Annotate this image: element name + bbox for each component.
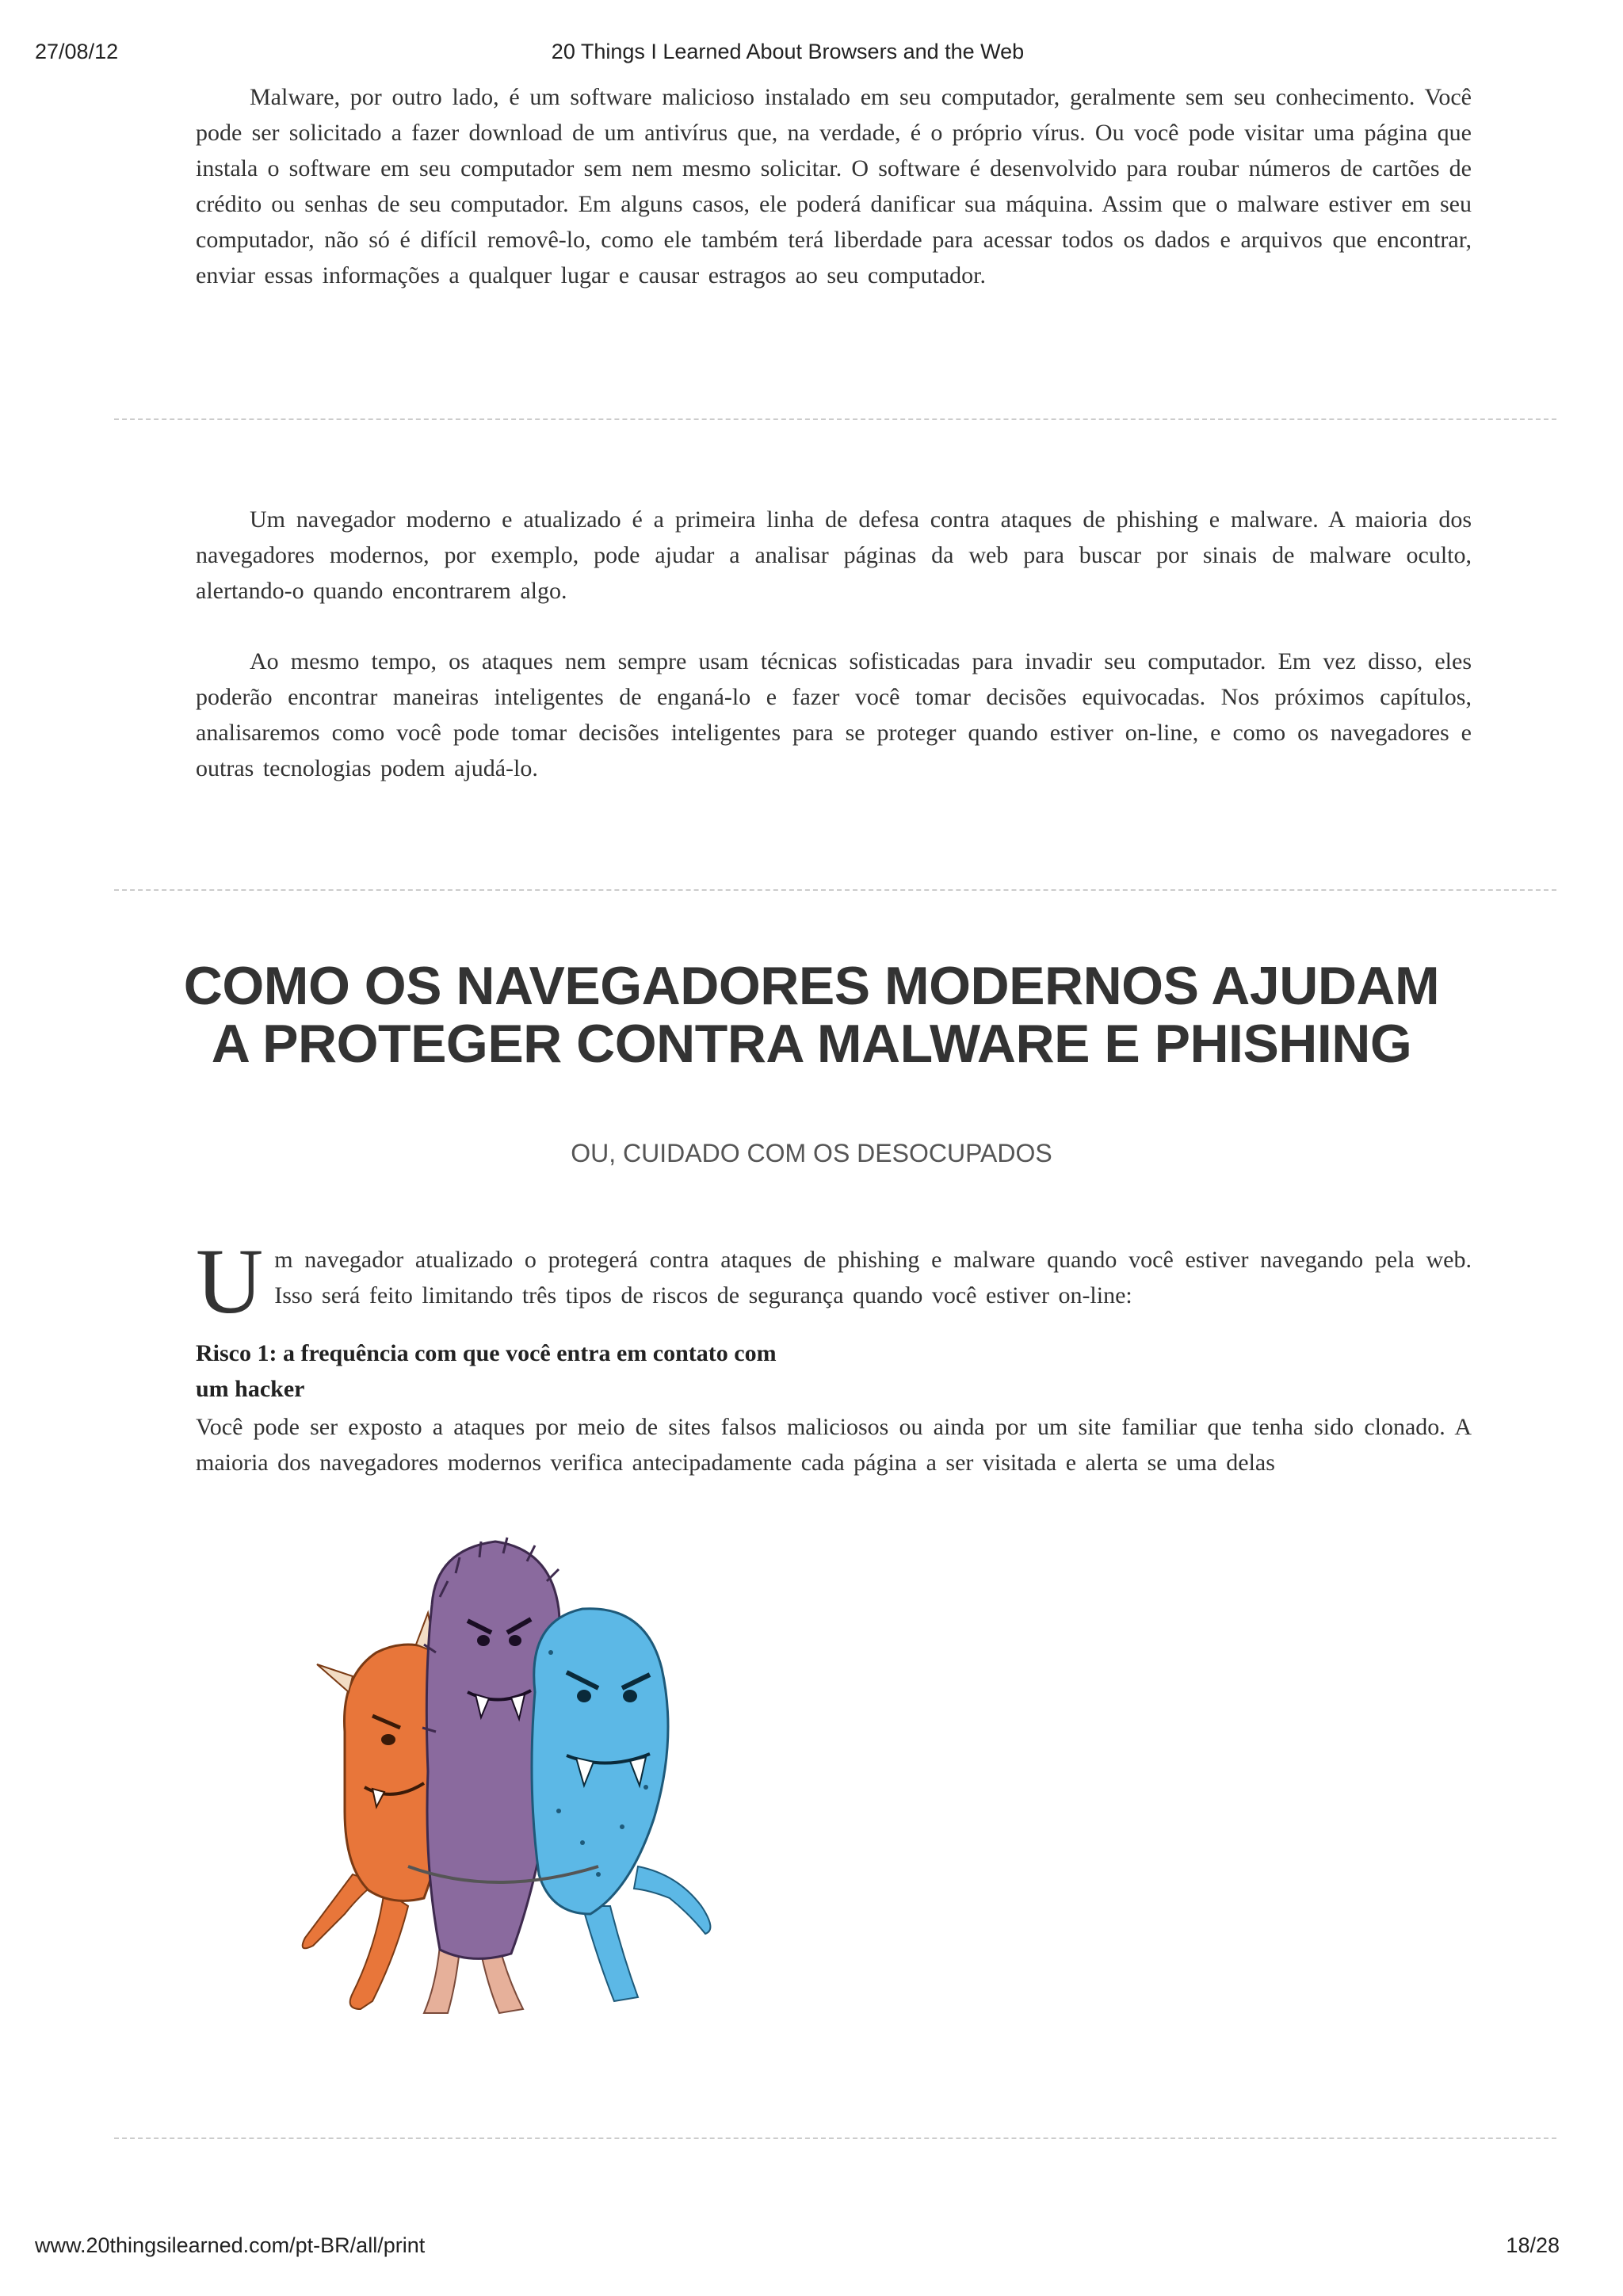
three-monsters-illustration	[297, 1534, 741, 2041]
document-title: 20 Things I Learned About Browsers and the Web	[551, 40, 1025, 63]
section-divider	[114, 2137, 1556, 2139]
blue-monster	[532, 1609, 710, 2001]
risk-heading: Risco 1: a frequência com que você entra em contato com um hacker	[196, 1340, 777, 1402]
dropcap-letter: U	[196, 1229, 264, 1333]
paragraph-malware: Malware, por outro lado, é um software malicioso instalado em seu computador, geralmente sem seu conhecimento. Você pode ser solicitado a fazer download de um antivírus que, na verdade, é o próprio vírus. Ou você pode visitar uma página que instala o software em seu computador sem nem mesmo solicitar. O software é desenvolvido para roubar números de cartões de crédito ou senhas de seu computador. Em alguns casos, ele poderá danificar sua máquina. Assim que o malware estiver em seu computador, não só é difícil removê-lo, como ele também terá liberdade para acessar todos os dados e arquivos que encontrar, enviar essas informações a qualquer lugar e causar estragos ao seu computador.	[196, 84, 1472, 288]
chapter-subtitle: OU, CUIDADO COM OS DESOCUPADOS	[571, 1139, 1052, 1167]
section-divider	[114, 418, 1556, 420]
paragraph-modern-browser: Um navegador moderno e atualizado é a primeira linha de defesa contra ataques de phishing e malware. A maioria dos navegadores modernos, por exemplo, pode ajudar a analisar páginas da web para buscar por sinais de malware oculto, alertando-o quando encontrarem algo.	[196, 506, 1472, 604]
risk-body: Você pode ser exposto a ataques por meio de sites falsos maliciosos ou ainda por um site familiar que tenha sido clonado. A maioria dos navegadores modernos verifica antecipadamente cada página a ser visitada e alerta se uma delas	[196, 1414, 1472, 1476]
page-url: www.20thingsilearned.com/pt-BR/all/print	[35, 2233, 426, 2257]
print-footer	[35, 2233, 1560, 2265]
chapter-title: COMO OS NAVEGADORES MODERNOS AJUDAM A PROTEGER CONTRA MALWARE E PHISHING	[183, 956, 1440, 1074]
page-number: 18/28	[1506, 2233, 1560, 2257]
section-divider	[114, 889, 1556, 891]
chapter-intro	[196, 1229, 1472, 1333]
print-header	[35, 40, 1588, 71]
print-date: 27/08/12	[35, 40, 119, 63]
intro-text: m navegador atualizado o protegerá contra ataques de phishing e malware quando você estiver navegando pela web. Isso será feito limitando três tipos de riscos de segurança quando você estiver on-line:	[274, 1247, 1472, 1308]
paragraph-attacks: Ao mesmo tempo, os ataques nem sempre usam técnicas sofisticadas para invadir seu computador. Em vez disso, eles poderão encontrar maneiras inteligentes de enganá-lo e fazer você tomar decisões equivocadas. Nos próximos capítulos, analisaremos como você pode tomar decisões inteligentes para se proteger quando estiver on-line, e como os navegadores e outras tecnologias podem ajudá-lo.	[196, 648, 1472, 781]
